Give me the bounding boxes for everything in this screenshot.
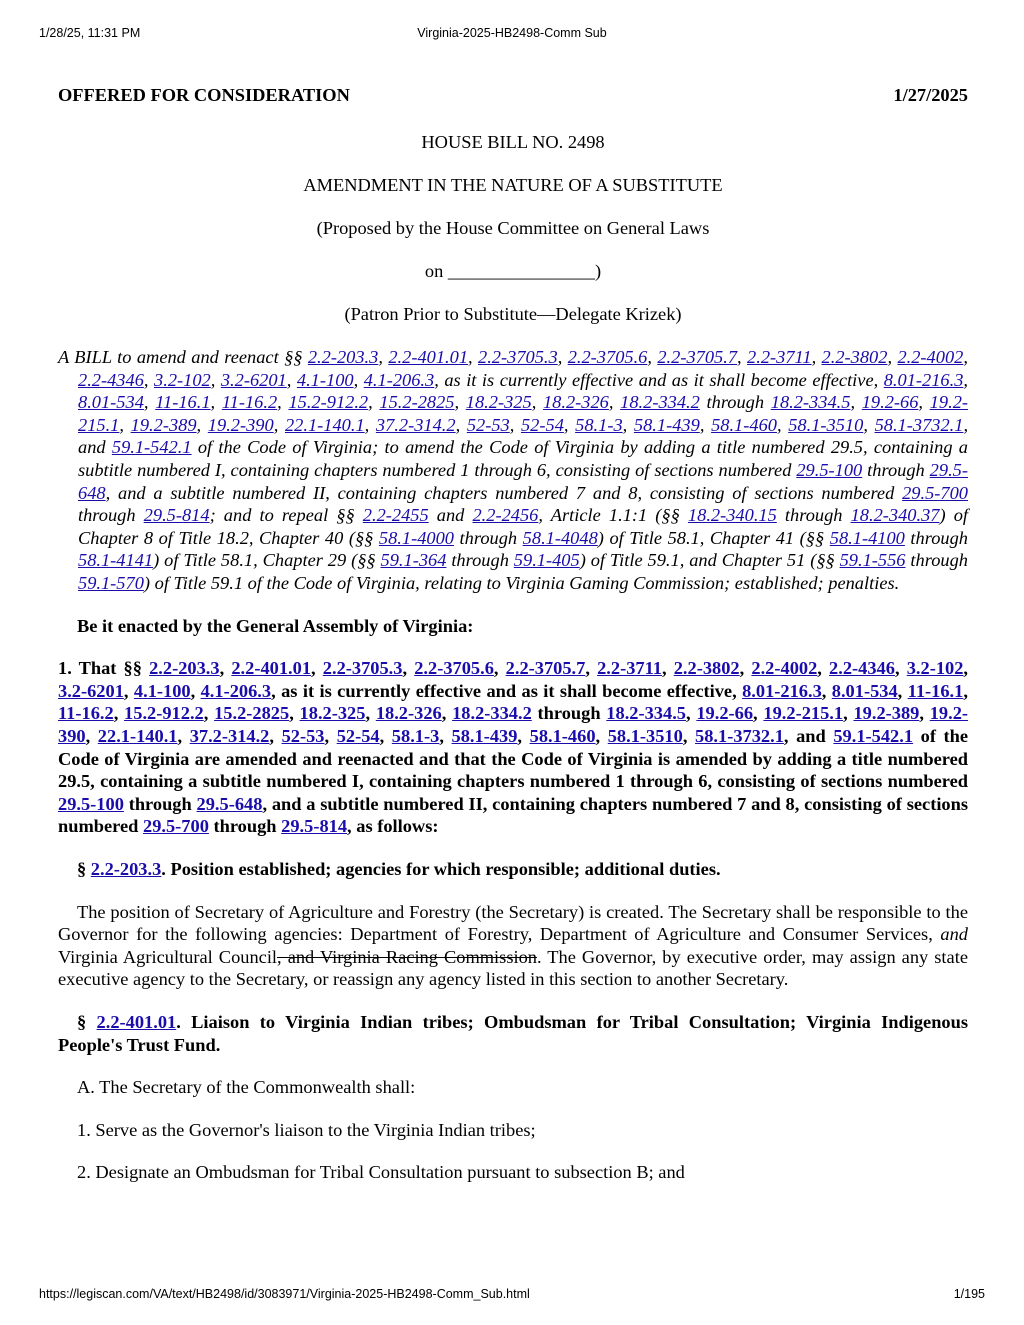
s1-link-52-53[interactable]: 52-53 [281,725,325,746]
s1-link-58.1-3[interactable]: 58.1-3 [391,725,440,746]
link-2.2-3705.3[interactable]: 2.2-3705.3 [478,347,558,368]
s1-link-18.2-326[interactable]: 18.2-326 [375,703,442,724]
s1-link-59.1-542.1[interactable]: 59.1-542.1 [833,725,914,746]
link-19.2-390[interactable]: 19.2-390 [207,414,274,435]
offered-date: 1/27/2025 [893,85,968,105]
s1-link-2.2-3705.3[interactable]: 2.2-3705.3 [322,658,403,679]
link-59.1-542.1[interactable]: 59.1-542.1 [111,437,192,458]
link-11-16.1[interactable]: 11-16.1 [155,392,211,413]
proposed-on: on ________________) [424,260,602,281]
link-2.2-203.3[interactable]: 2.2-203.3 [307,347,379,368]
s1-link-19.2-389[interactable]: 19.2-389 [853,703,920,724]
link-19.2-66[interactable]: 19.2-66 [861,392,919,413]
enacting-clause: Be it enacted by the General Assembly of Virginia: [77,615,474,636]
link-19.2-389[interactable]: 19.2-389 [130,414,197,435]
s1-link-52-54[interactable]: 52-54 [336,725,380,746]
link-22.1-140.1[interactable]: 22.1-140.1 [284,414,365,435]
link-2.2-2455[interactable]: 2.2-2455 [362,505,429,526]
link-18.2-334.5[interactable]: 18.2-334.5 [770,392,851,413]
link-18.2-340.15[interactable]: 18.2-340.15 [687,505,777,526]
s1-link-3.2-6201[interactable]: 3.2-6201 [58,680,124,701]
link-2.2-4002[interactable]: 2.2-4002 [897,347,964,368]
offered-row [58,84,968,107]
s1-link-58.1-3732.1[interactable]: 58.1-3732.1 [695,725,784,746]
list-item: 2. Designate an Ombudsman for Tribal Consultation pursuant to subsection B; and [77,1162,685,1183]
s1-link-2.2-4002[interactable]: 2.2-4002 [751,658,818,679]
link-58.1-439[interactable]: 58.1-439 [633,414,700,435]
s1-link-2.2-4346[interactable]: 2.2-4346 [829,658,895,679]
section-2.2-203.3-heading: § 2.2-203.3. Position established; agencies for which responsible; additional duties. [77,858,721,879]
link-2.2-4346[interactable]: 2.2-4346 [78,369,144,390]
link-58.1-4141[interactable]: 58.1-4141 [78,550,154,571]
link-4.1-206.3[interactable]: 4.1-206.3 [363,369,435,390]
link-18.2-326[interactable]: 18.2-326 [542,392,609,413]
link-2.2-2456[interactable]: 2.2-2456 [472,505,539,526]
link-8.01-216.3[interactable]: 8.01-216.3 [883,369,964,390]
s1-link-18.2-334.5[interactable]: 18.2-334.5 [606,703,686,724]
s1-link-58.1-460[interactable]: 58.1-460 [529,725,596,746]
s1-link-19.2-66[interactable]: 19.2-66 [696,703,754,724]
s1-link-18.2-325[interactable]: 18.2-325 [299,703,366,724]
s1-link-4.1-100[interactable]: 4.1-100 [133,680,191,701]
link-58.1-4048[interactable]: 58.1-4048 [522,527,598,548]
s1-link-2.2-3705.6[interactable]: 2.2-3705.6 [414,658,494,679]
s1-link-4.1-206.3[interactable]: 4.1-206.3 [200,680,272,701]
print-url: https://legiscan.com/VA/text/HB2498/id/3083971/Virginia-2025-HB2498-Comm_Sub.html [39,1287,530,1301]
list-item: 1. Serve as the Governor's liaison to the Virginia Indian tribes; [77,1119,536,1140]
heading-link-2.2-203.3[interactable]: 2.2-203.3 [90,858,162,879]
section-2.2-203.3-text: The position of Secretary of Agriculture and Forestry (the Secretary) is created. The Secretary shall be responsible to the Governor for the following agencies: Department of Forestry, Department of Agriculture and Consumer Services, and Virginia Agricultural Council, and Virginia Racing Commission. The Governor, by executive order, may assign any state executive agency to the Secretary, or reassign any agency listed in this section to another Secretary. [58,901,968,990]
link-2.2-3705.7[interactable]: 2.2-3705.7 [657,347,738,368]
bill-title: A BILL to amend and reenact §§ 2.2-203.3, 2.2-401.01, 2.2-3705.3, 2.2-3705.6, 2.2-3705.7, 2.2-3711, 2.2-3802, 2.2-4002, 2.2-4346, 3.2-102, 3.2-6201, 4.1-100, 4.1-206.3, as it is currently effective and as it shall become effective, 8.01-216.3, 8.01-534, 11-16.1, 11-16.2, 15.2-912.2, 15.2-2825, 18.2-325, 18.2-326, 18.2-334.2 through 18.2-334.5, 19.2-66, 19.2-215.1, 19.2-389, 19.2-390, 22.1-140.1, 37.2-314.2, 52-53, 52-54, 58.1-3, 58.1-439, 58.1-460, 58.1-3510, 58.1-3732.1, and 59.1-542.1 of the Code of Virginia; to amend the Code of Virginia by adding a title numbered 29.5, containing a subtitle numbered I, containing chapters numbered 1 through 6, consisting of sections numbered 29.5-100 through 29.5-648, and a subtitle numbered II, containing chapters numbered 7 and 8, consisting of sections numbered 29.5-700 through 29.5-814; and to repeal §§ 2.2-2455 and 2.2-2456, Article 1.1:1 (§§ 18.2-340.15 through 18.2-340.37) of Chapter 8 of Title 18.2, Chapter 40 (§§ 58.1-4000 through 58.1-4048) of Title 58.1, Chapter 41 (§§ 58.1-4100 through 58.1-4141) of Title 58.1, Chapter 29 (§§ 59.1-364 through 59.1-405) of Title 59.1, and Chapter 51 (§§ 59.1-556 through 59.1-570) of Title 59.1 of the Code of Virginia, relating to Virginia Gaming Commission; established; penalties. [58,347,969,593]
s1-link-19.2-215.1[interactable]: 19.2-215.1 [763,703,844,724]
link-3.2-6201[interactable]: 3.2-6201 [220,369,287,390]
link-29.5-700[interactable]: 29.5-700 [902,482,968,503]
s1-link-8.01-534[interactable]: 8.01-534 [831,680,898,701]
link-59.1-556[interactable]: 59.1-556 [839,550,906,571]
link-59.1-405[interactable]: 59.1-405 [513,550,580,571]
s1-link-29.5-700[interactable]: 29.5-700 [143,816,209,837]
print-page-title: Virginia-2025-HB2498-Comm Sub [417,26,607,40]
link-2.2-3711[interactable]: 2.2-3711 [747,347,812,368]
s1-link-2.2-3802[interactable]: 2.2-3802 [673,658,740,679]
link-58.1-3732.1[interactable]: 58.1-3732.1 [874,414,964,435]
link-2.2-3802[interactable]: 2.2-3802 [821,347,888,368]
s1-link-2.2-3705.7[interactable]: 2.2-3705.7 [505,658,586,679]
link-18.2-325[interactable]: 18.2-325 [465,392,532,413]
link-52-54[interactable]: 52-54 [520,414,564,435]
s1-link-11-16.2[interactable]: 11-16.2 [58,703,114,724]
section-2.2-401.01-heading: § 2.2-401.01. Liaison to Virginia Indian tribes; Ombudsman for Tribal Consultation; Virginia Indigenous People's Trust Fund. [58,1011,969,1055]
s1-link-58.1-439[interactable]: 58.1-439 [451,725,518,746]
print-datetime: 1/28/25, 11:31 PM [39,26,141,40]
s1-link-8.01-216.3[interactable]: 8.01-216.3 [742,680,822,701]
s1-link-15.2-912.2[interactable]: 15.2-912.2 [124,703,204,724]
s1-link-3.2-102[interactable]: 3.2-102 [906,658,964,679]
link-15.2-2825[interactable]: 15.2-2825 [379,392,455,413]
link-37.2-314.2[interactable]: 37.2-314.2 [375,414,456,435]
link-19.2-215.1[interactable]: 19.2-215.1 [78,392,969,435]
s1-link-29.5-100[interactable]: 29.5-100 [58,793,124,814]
s1-link-2.2-203.3[interactable]: 2.2-203.3 [149,658,220,679]
link-58.1-3510[interactable]: 58.1-3510 [788,414,864,435]
heading-link-2.2-401.01[interactable]: 2.2-401.01 [96,1011,177,1032]
link-18.2-340.37[interactable]: 18.2-340.37 [850,505,940,526]
link-4.1-100[interactable]: 4.1-100 [296,369,354,390]
s1-link-18.2-334.2[interactable]: 18.2-334.2 [452,703,532,724]
link-8.01-534[interactable]: 8.01-534 [78,392,144,413]
s1-link-15.2-2825[interactable]: 15.2-2825 [214,703,290,724]
s1-link-29.5-814[interactable]: 29.5-814 [281,816,348,837]
offered-label: OFFERED FOR CONSIDERATION [58,85,350,105]
link-29.5-100[interactable]: 29.5-100 [796,460,863,481]
link-11-16.2[interactable]: 11-16.2 [221,392,278,413]
s1-link-11-16.1[interactable]: 11-16.1 [907,680,964,701]
bill-number: HOUSE BILL NO. 2498 [421,131,605,152]
document-body [58,84,968,1204]
s1-link-2.2-401.01[interactable]: 2.2-401.01 [231,658,312,679]
link-52-53[interactable]: 52-53 [466,414,510,435]
link-58.1-3[interactable]: 58.1-3 [575,414,623,435]
subsection-a: A. The Secretary of the Commonwealth shall: [77,1077,416,1098]
link-2.2-3705.6[interactable]: 2.2-3705.6 [567,347,648,368]
section-1: 1. That §§ 2.2-203.3, 2.2-401.01, 2.2-3705.3, 2.2-3705.6, 2.2-3705.7, 2.2-3711, 2.2-3802, 2.2-4002, 2.2-4346, 3.2-102, 3.2-6201, 4.1-100, 4.1-206.3, as it is currently effective and as it shall become effective, 8.01-216.3, 8.01-534, 11-16.1, 11-16.2, 15.2-912.2, 15.2-2825, 18.2-325, 18.2-326, 18.2-334.2 through 18.2-334.5, 19.2-66, 19.2-215.1, 19.2-389, 19.2-390, 22.1-140.1, 37.2-314.2, 52-53, 52-54, 58.1-3, 58.1-439, 58.1-460, 58.1-3510, 58.1-3732.1, and 59.1-542.1 of the Code of Virginia are amended and reenacted and that the Code of Virginia is amended by adding a title numbered 29.5, containing a subtitle numbered I, containing chapters numbered 1 through 6, consisting of sections numbered 29.5-100 through 29.5-648, and a subtitle numbered II, containing chapters numbered 7 and 8, consisting of sections numbered 29.5-700 through 29.5-814, as follows: [58,658,969,837]
link-58.1-4100[interactable]: 58.1-4100 [829,527,905,548]
proposed-by: (Proposed by the House Committee on General Laws [316,217,710,238]
link-3.2-102[interactable]: 3.2-102 [154,369,211,390]
s1-link-37.2-314.2[interactable]: 37.2-314.2 [189,725,270,746]
s1-link-19.2-390[interactable]: 19.2-390 [58,703,969,746]
s1-link-2.2-3711[interactable]: 2.2-3711 [597,658,662,679]
patron: (Patron Prior to Substitute—Delegate Krizek) [344,303,682,324]
link-58.1-4000[interactable]: 58.1-4000 [378,527,454,548]
s1-link-29.5-648[interactable]: 29.5-648 [196,793,263,814]
amendment-heading: AMENDMENT IN THE NATURE OF A SUBSTITUTE [303,174,723,195]
link-15.2-912.2[interactable]: 15.2-912.2 [288,392,369,413]
link-18.2-334.2[interactable]: 18.2-334.2 [620,392,700,413]
link-29.5-814[interactable]: 29.5-814 [143,505,210,526]
link-58.1-460[interactable]: 58.1-460 [711,414,777,435]
link-59.1-364[interactable]: 59.1-364 [380,550,447,571]
link-29.5-648[interactable]: 29.5-648 [78,460,968,503]
link-59.1-570[interactable]: 59.1-570 [78,573,144,593]
link-2.2-401.01[interactable]: 2.2-401.01 [388,347,469,368]
s1-link-22.1-140.1[interactable]: 22.1-140.1 [97,725,178,746]
struck-text: , and Virginia Racing Commission [277,946,537,967]
print-page-count: 1/195 [953,1287,985,1301]
s1-link-58.1-3510[interactable]: 58.1-3510 [607,725,683,746]
